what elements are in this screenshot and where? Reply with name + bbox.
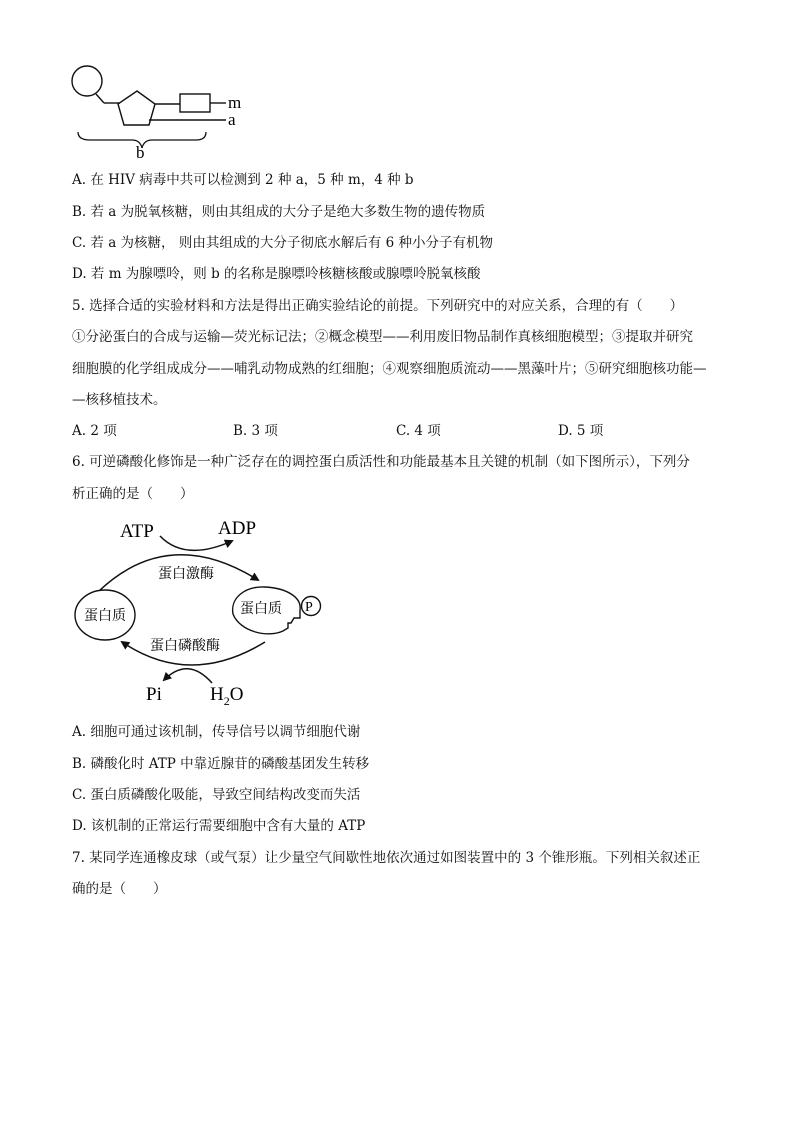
q6-option-a: A. 细胞可通过该机制，传导信号以调节细胞代谢 bbox=[72, 724, 361, 740]
q6-option-c: C. 蛋白质磷酸化吸能，导致空间结构改变而失活 bbox=[72, 787, 361, 803]
q4-option-d: D. 若 m 为腺嘌呤，则 b 的名称是腺嘌呤核糖核酸或腺嘌呤脱氧核酸 bbox=[72, 266, 481, 282]
q5-body-line-3: —核移植技术。 bbox=[72, 392, 167, 408]
label-a: a bbox=[228, 110, 236, 129]
label-atp: ATP bbox=[120, 521, 154, 542]
phosphorylation-cycle-diagram bbox=[60, 510, 350, 710]
q6-stem-line-2: 析正确的是（ ） bbox=[72, 486, 194, 502]
q5-option-c: C. 4 项 bbox=[396, 423, 441, 439]
q7-stem-line-1: 7. 某同学连通橡皮球（或气泵）让少量空气间歇性地依次通过如图装置中的 3 个锥形瓶。下列相关叙述正 bbox=[72, 850, 701, 866]
q7-stem-line-2: 确的是（ ） bbox=[72, 881, 167, 897]
q5-option-b: B. 3 项 bbox=[233, 423, 278, 439]
phosphate-circle bbox=[72, 66, 102, 96]
label-adp: ADP bbox=[218, 518, 257, 539]
q5-option-d: D. 5 项 bbox=[558, 423, 604, 439]
nucleotide-diagram bbox=[60, 60, 260, 170]
q6-option-d: D. 该机制的正常运行需要细胞中含有大量的 ATP bbox=[72, 818, 366, 834]
q4-option-b: B. 若 a 为脱氧核糖，则由其组成的大分子是绝大多数生物的遗传物质 bbox=[72, 204, 486, 220]
q5-body-line-2: 细胞膜的化学组成成分——哺乳动物成熟的红细胞；④观察细胞质流动——黑藻叶片；⑤研究细胞核功能— bbox=[72, 361, 707, 377]
phosphate-bond bbox=[96, 94, 104, 103]
label-m: m bbox=[228, 93, 242, 112]
q6-stem-line-1: 6. 可逆磷酸化修饰是一种广泛存在的调控蛋白质活性和功能最基本且关键的机制（如下图所示），下列分 bbox=[72, 454, 690, 470]
label-b: b bbox=[136, 143, 145, 162]
label-pi: Pi bbox=[146, 684, 162, 705]
q5-body-line-1: ①分泌蛋白的合成与运输—荧光标记法；②概念模型——利用废旧物品制作真核细胞模型；③提取并研究 bbox=[72, 329, 693, 345]
label-kinase: 蛋白激酶 bbox=[158, 566, 214, 582]
q6-option-b: B. 磷酸化时 ATP 中靠近腺苷的磷酸基团发生转移 bbox=[72, 756, 370, 772]
q4-option-c: C. 若 a 为核糖， 则由其组成的大分子彻底水解后有 6 种小分子有机物 bbox=[72, 235, 494, 251]
q5-stem: 5. 选择合适的实验材料和方法是得出正确实验结论的前提。下列研究中的对应关系，合理的有（ ） bbox=[72, 298, 684, 314]
label-water: $H_2O$ bbox=[210, 684, 244, 708]
label-phosphatase: 蛋白磷酸酶 bbox=[150, 638, 220, 654]
base-rect bbox=[180, 94, 210, 112]
water-to-pi-arrow bbox=[164, 669, 212, 683]
q4-option-a: A. 在 HIV 病毒中共可以检测到 2 种 a，5 种 m，4 种 b bbox=[72, 172, 414, 188]
label-protein-right: 蛋白质 bbox=[240, 601, 282, 617]
label-phosphate: P bbox=[305, 600, 313, 615]
q5-option-a: A. 2 项 bbox=[72, 423, 117, 439]
label-protein-left: 蛋白质 bbox=[84, 608, 126, 624]
